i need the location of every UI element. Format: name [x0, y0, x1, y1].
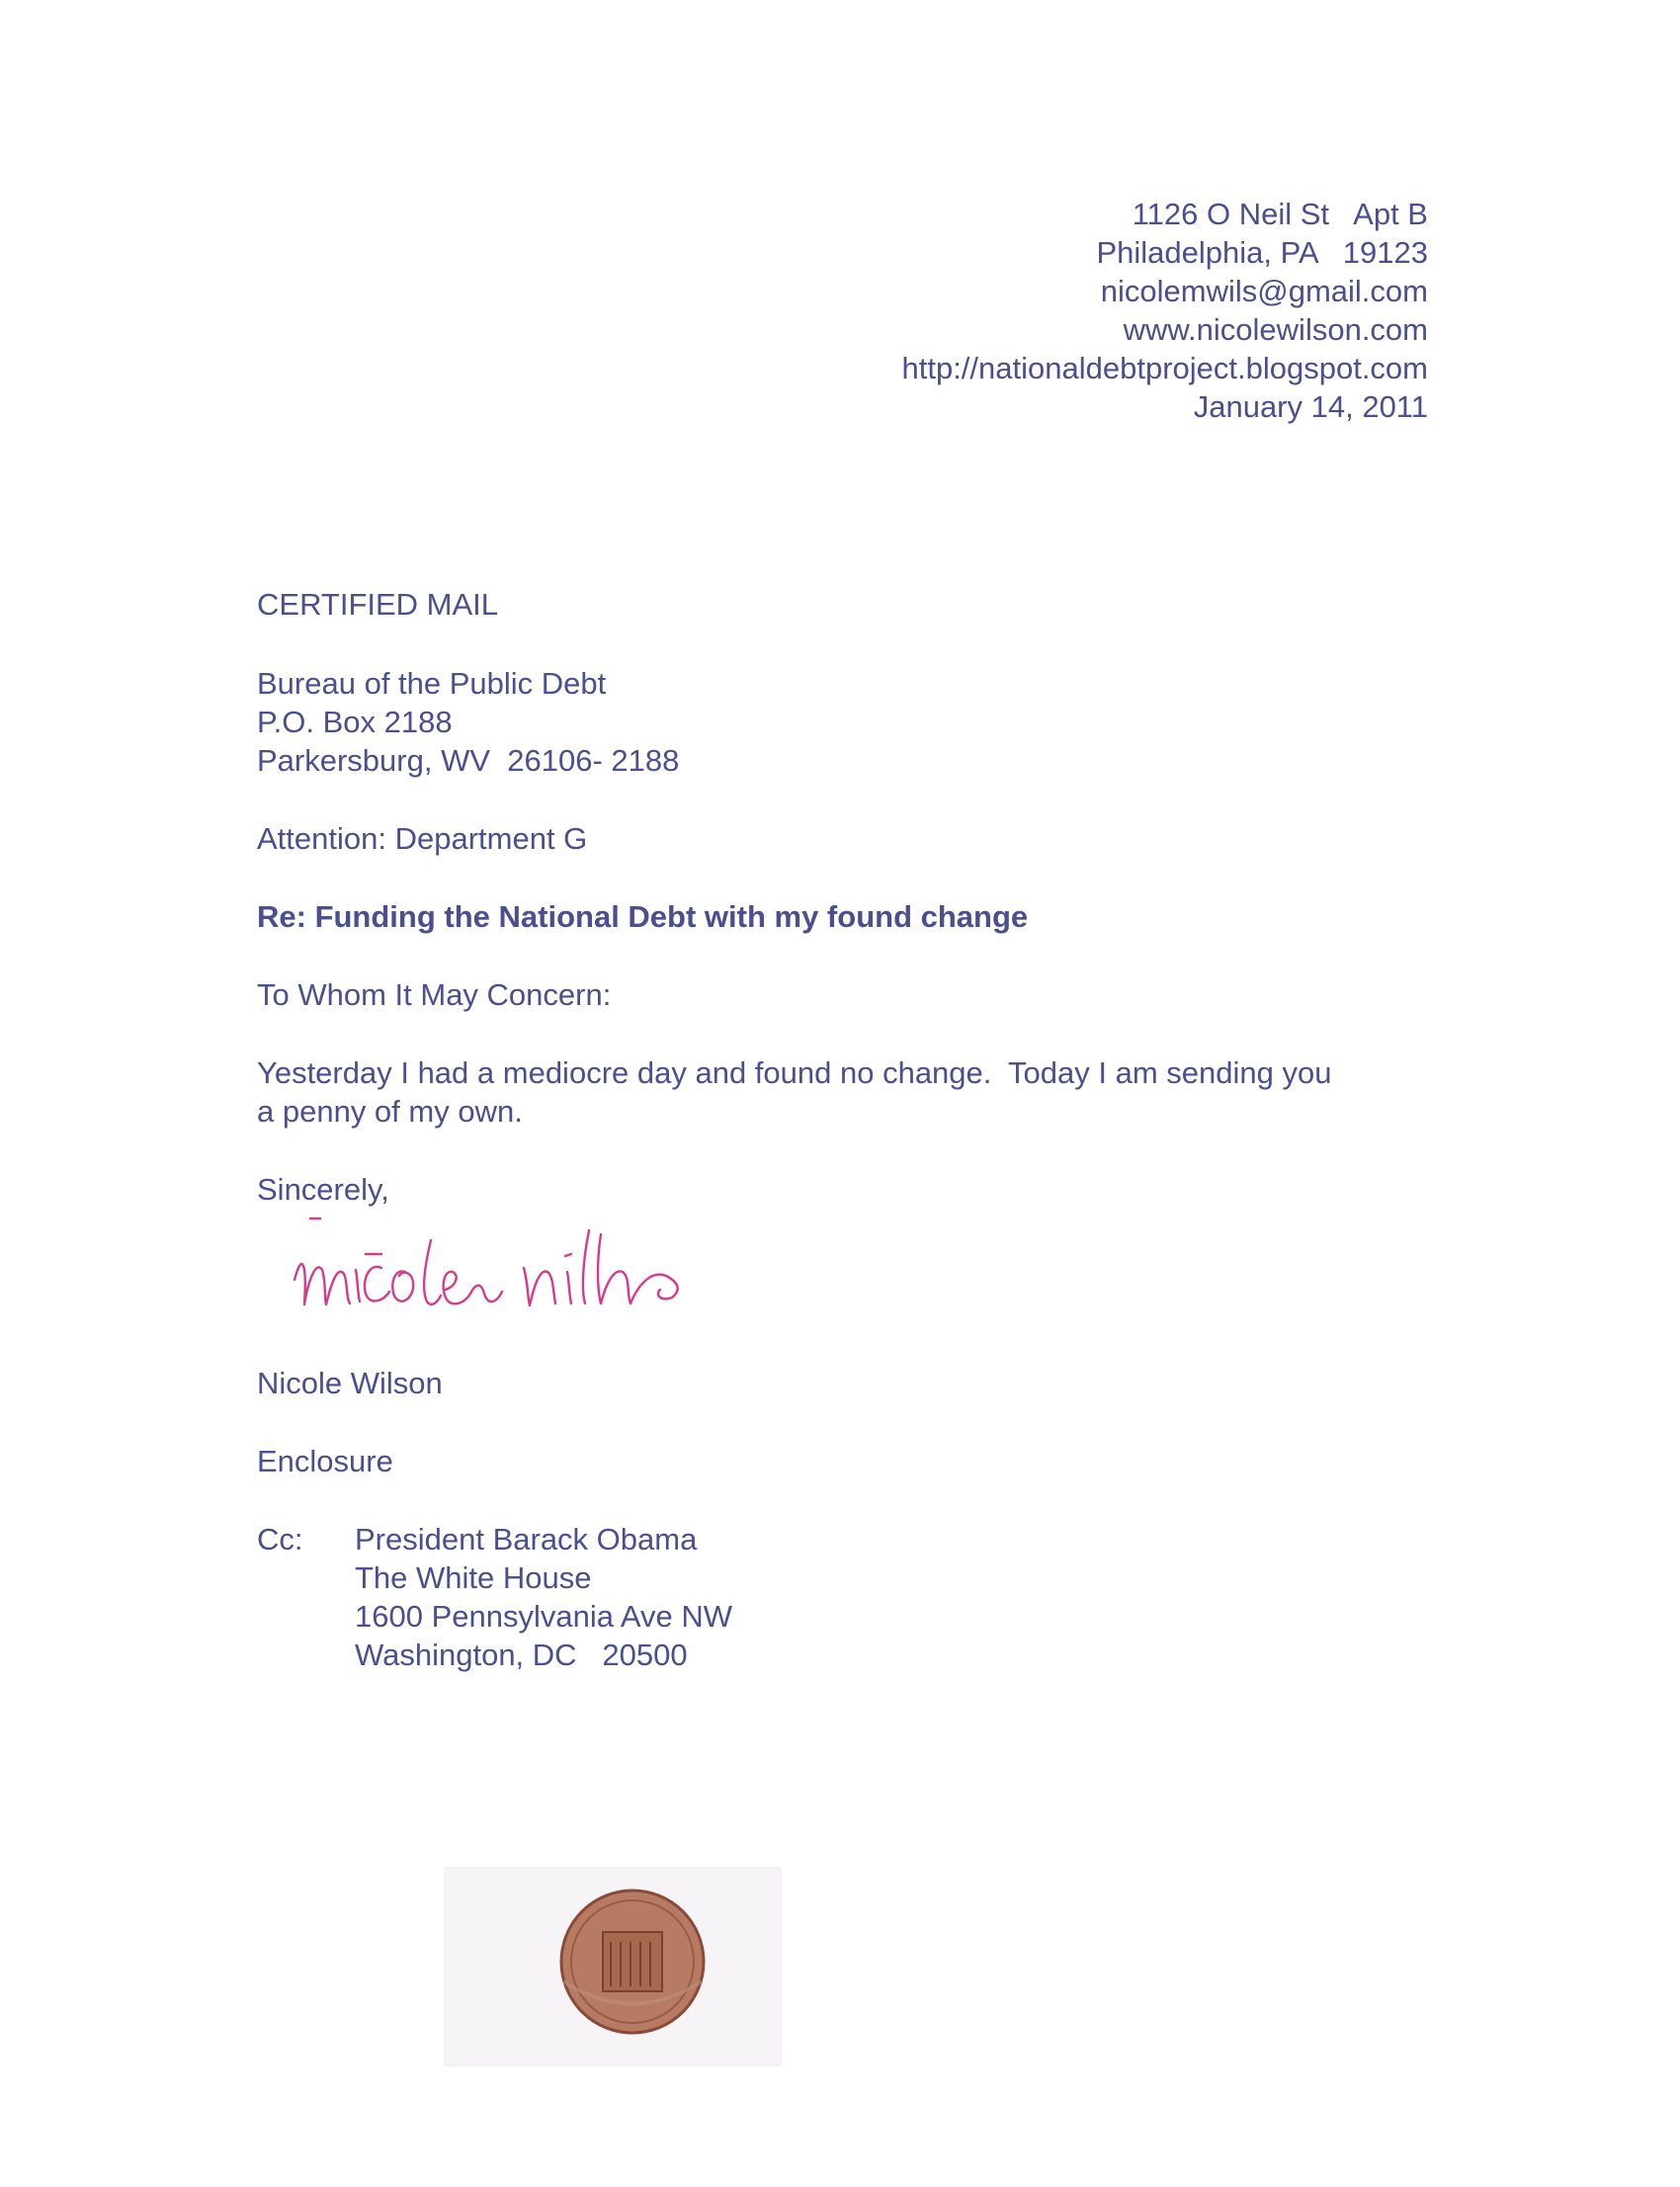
sender-blog: http://nationaldebtproject.blogspot.com — [901, 351, 1428, 385]
sender-email: nicolemwils@gmail.com — [1100, 274, 1428, 308]
sender-street: 1126 O Neil St Apt B — [1132, 197, 1428, 231]
sender-website: www.nicolewilson.com — [1123, 312, 1428, 347]
subject-line: Re: Funding the National Debt with my found change — [257, 899, 1029, 934]
attention-line: Attention: Department G — [257, 821, 588, 856]
letter-date: January 14, 2011 — [1193, 389, 1428, 424]
recipient-city-state-zip: Parkersburg, WV 26106- 2188 — [257, 743, 680, 778]
cc-label: Cc: — [257, 1522, 303, 1556]
body-line: Yesterday I had a mediocre day and found no change. Today I am sending you — [257, 1055, 1332, 1090]
cc-line: 1600 Pennsylvania Ave NW — [355, 1599, 732, 1634]
taped-penny — [435, 1838, 850, 2115]
cc-line: Washington, DC 20500 — [355, 1638, 688, 1672]
recipient-name: Bureau of the Public Debt — [257, 666, 607, 701]
handwritten-signature — [287, 1211, 781, 1339]
salutation: To Whom It May Concern: — [257, 977, 612, 1012]
mail-type: CERTIFIED MAIL — [257, 587, 499, 622]
cc-line: The White House — [355, 1560, 592, 1595]
signer-name: Nicole Wilson — [257, 1366, 443, 1400]
enclosure-note: Enclosure — [257, 1444, 393, 1478]
sender-city-state-zip: Philadelphia, PA 19123 — [1096, 235, 1428, 270]
recipient-po-box: P.O. Box 2188 — [257, 705, 453, 739]
cc-line: President Barack Obama — [355, 1522, 698, 1556]
body-line: a penny of my own. — [257, 1094, 523, 1129]
closing: Sincerely, — [257, 1172, 389, 1207]
